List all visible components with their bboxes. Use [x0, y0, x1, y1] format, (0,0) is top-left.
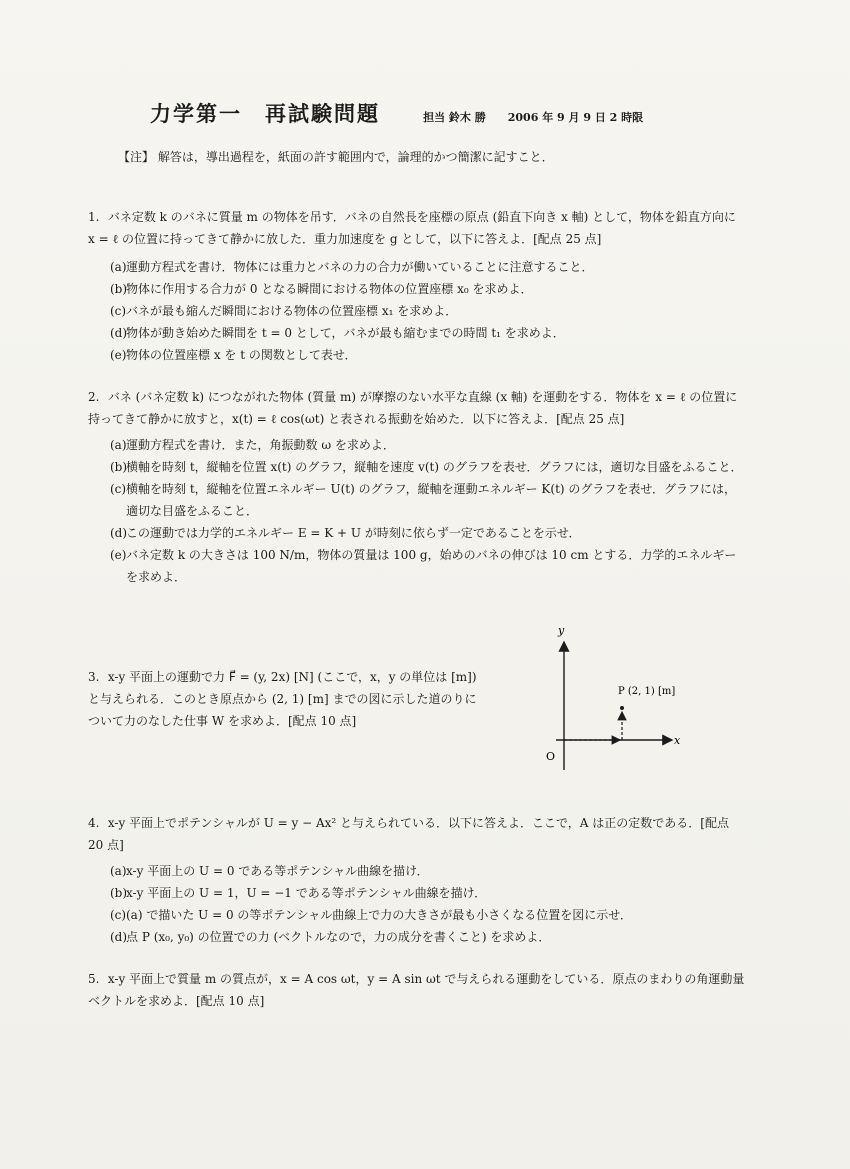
question-text: x-y 平面上でポテンシャルが U = y − Ax² と与えられている．以下に答えよ．ここで，A は正の定数である．[配点 20 点] — [88, 816, 729, 852]
sub-question: (c) (a) で描いた U = 0 の等ポテンシャル曲線上で力の大きさが最も小さくなる位置を図に示せ． — [110, 908, 632, 922]
question-1 — [88, 206, 746, 366]
question-4 — [88, 812, 746, 948]
exam-meta: 担当 鈴木 勝 2006 年 9 月 9 日 2 時限 — [423, 111, 644, 124]
path-diagram-svg — [540, 620, 690, 780]
question-5 — [88, 968, 746, 1012]
instruction-note: 【注】 解答は，導出過程を，紙面の許す範囲内で，論理的かつ簡潔に記すこと． — [118, 150, 554, 164]
point-p — [620, 706, 624, 710]
sub-question: (a) 運動方程式を書け．物体には重力とバネの力の合力が働いていることに注意すること． — [110, 260, 594, 274]
question-text: バネ (バネ定数 k) につながれた物体 (質量 m) が摩擦のない水平な直線 (x 軸) を運動をする．物体を x = ℓ の位置に持ってきて静かに放すと，x(t) = ℓ cos(ωt) と表される振動を始めた．以下に答えよ．[配点 25 点] — [88, 390, 738, 426]
sub-question: (c) 横軸を時刻 t，縦軸を位置エネルギー U(t) のグラフ，縦軸を運動エネルギー K(t) のグラフを表せ．グラフには，適切な目盛をふること． — [110, 482, 737, 518]
sub-question: (d) この運動では力学的エネルギー E = K + U が時刻に依らず一定であることを示せ． — [110, 526, 581, 540]
question-number: 5. — [88, 972, 100, 986]
sub-question: (d) 物体が動き始めた瞬間を t = 0 として，バネが最も縮むまでの時間 t₁ を求めよ． — [110, 326, 565, 340]
sub-question: (b) x-y 平面上の U = 1，U = −1 である等ポテンシャル曲線を描け． — [110, 886, 487, 900]
sub-question: (b) 物体に作用する合力が 0 となる瞬間における物体の位置座標 x₀ を求めよ． — [110, 282, 533, 296]
question-text: バネ定数 k のバネに質量 m の物体を吊す．バネの自然長を座標の原点 (鉛直下向き x 軸) として，物体を鉛直方向に x = ℓ の位置に持ってきて静かに放した．重力加速度を g として，以下に答えよ．[配点 25 点] — [88, 210, 736, 246]
sub-question: (c) バネが最も縮んだ瞬間における物体の位置座標 x₁ を求めよ． — [110, 304, 458, 318]
question-number: 3. — [88, 670, 100, 684]
sub-question: (d) 点 P (x₀, y₀) の位置での力 (ベクトルなので，力の成分を書くこと) を求めよ． — [110, 930, 551, 944]
question-text: x-y 平面上の運動で力 F⃗ = (y, 2x) [N] (ここで，x，y の単位は [m]) と与えられる．このとき原点から (2, 1) [m] までの図に示した道のりについて力のなした仕事 W を求めよ．[配点 10 点] — [88, 670, 477, 728]
point-p-label: P (2, 1) [m] — [618, 686, 676, 697]
question-2 — [88, 386, 746, 588]
y-axis-label: y — [558, 624, 565, 637]
sub-question: (b) 横軸を時刻 t，縦軸を位置 x(t) のグラフ，縦軸を速度 v(t) のグラフを表せ．グラフには，適切な目盛をふること． — [110, 460, 743, 474]
sub-question: (e) 物体の位置座標 x を t の関数として表せ． — [110, 348, 357, 362]
question-number: 2. — [88, 390, 100, 404]
question-3 — [88, 666, 488, 732]
origin-label: O — [546, 750, 556, 763]
x-axis-label: x — [674, 734, 681, 747]
question-number: 4. — [88, 816, 100, 830]
question-number: 1. — [88, 210, 100, 224]
question-text: x-y 平面上で質量 m の質点が，x = A cos ωt，y = A sin ωt で与えられる運動をしている．原点のまわりの角運動量ベクトルを求めよ．[配点 10 点] — [88, 972, 745, 1008]
sub-question: (a) x-y 平面上の U = 0 である等ポテンシャル曲線を描け． — [110, 864, 429, 878]
header — [150, 98, 643, 128]
sub-question: (e) バネ定数 k の大きさは 100 N/m，物体の質量は 100 g，始めのバネの伸びは 10 cm とする．力学的エネルギーを求めよ． — [110, 548, 737, 584]
path-diagram — [540, 620, 690, 780]
page-title: 力学第一 再試験問題 — [150, 101, 380, 126]
sub-question: (a) 運動方程式を書け．また，角振動数 ω を求めよ． — [110, 438, 395, 452]
